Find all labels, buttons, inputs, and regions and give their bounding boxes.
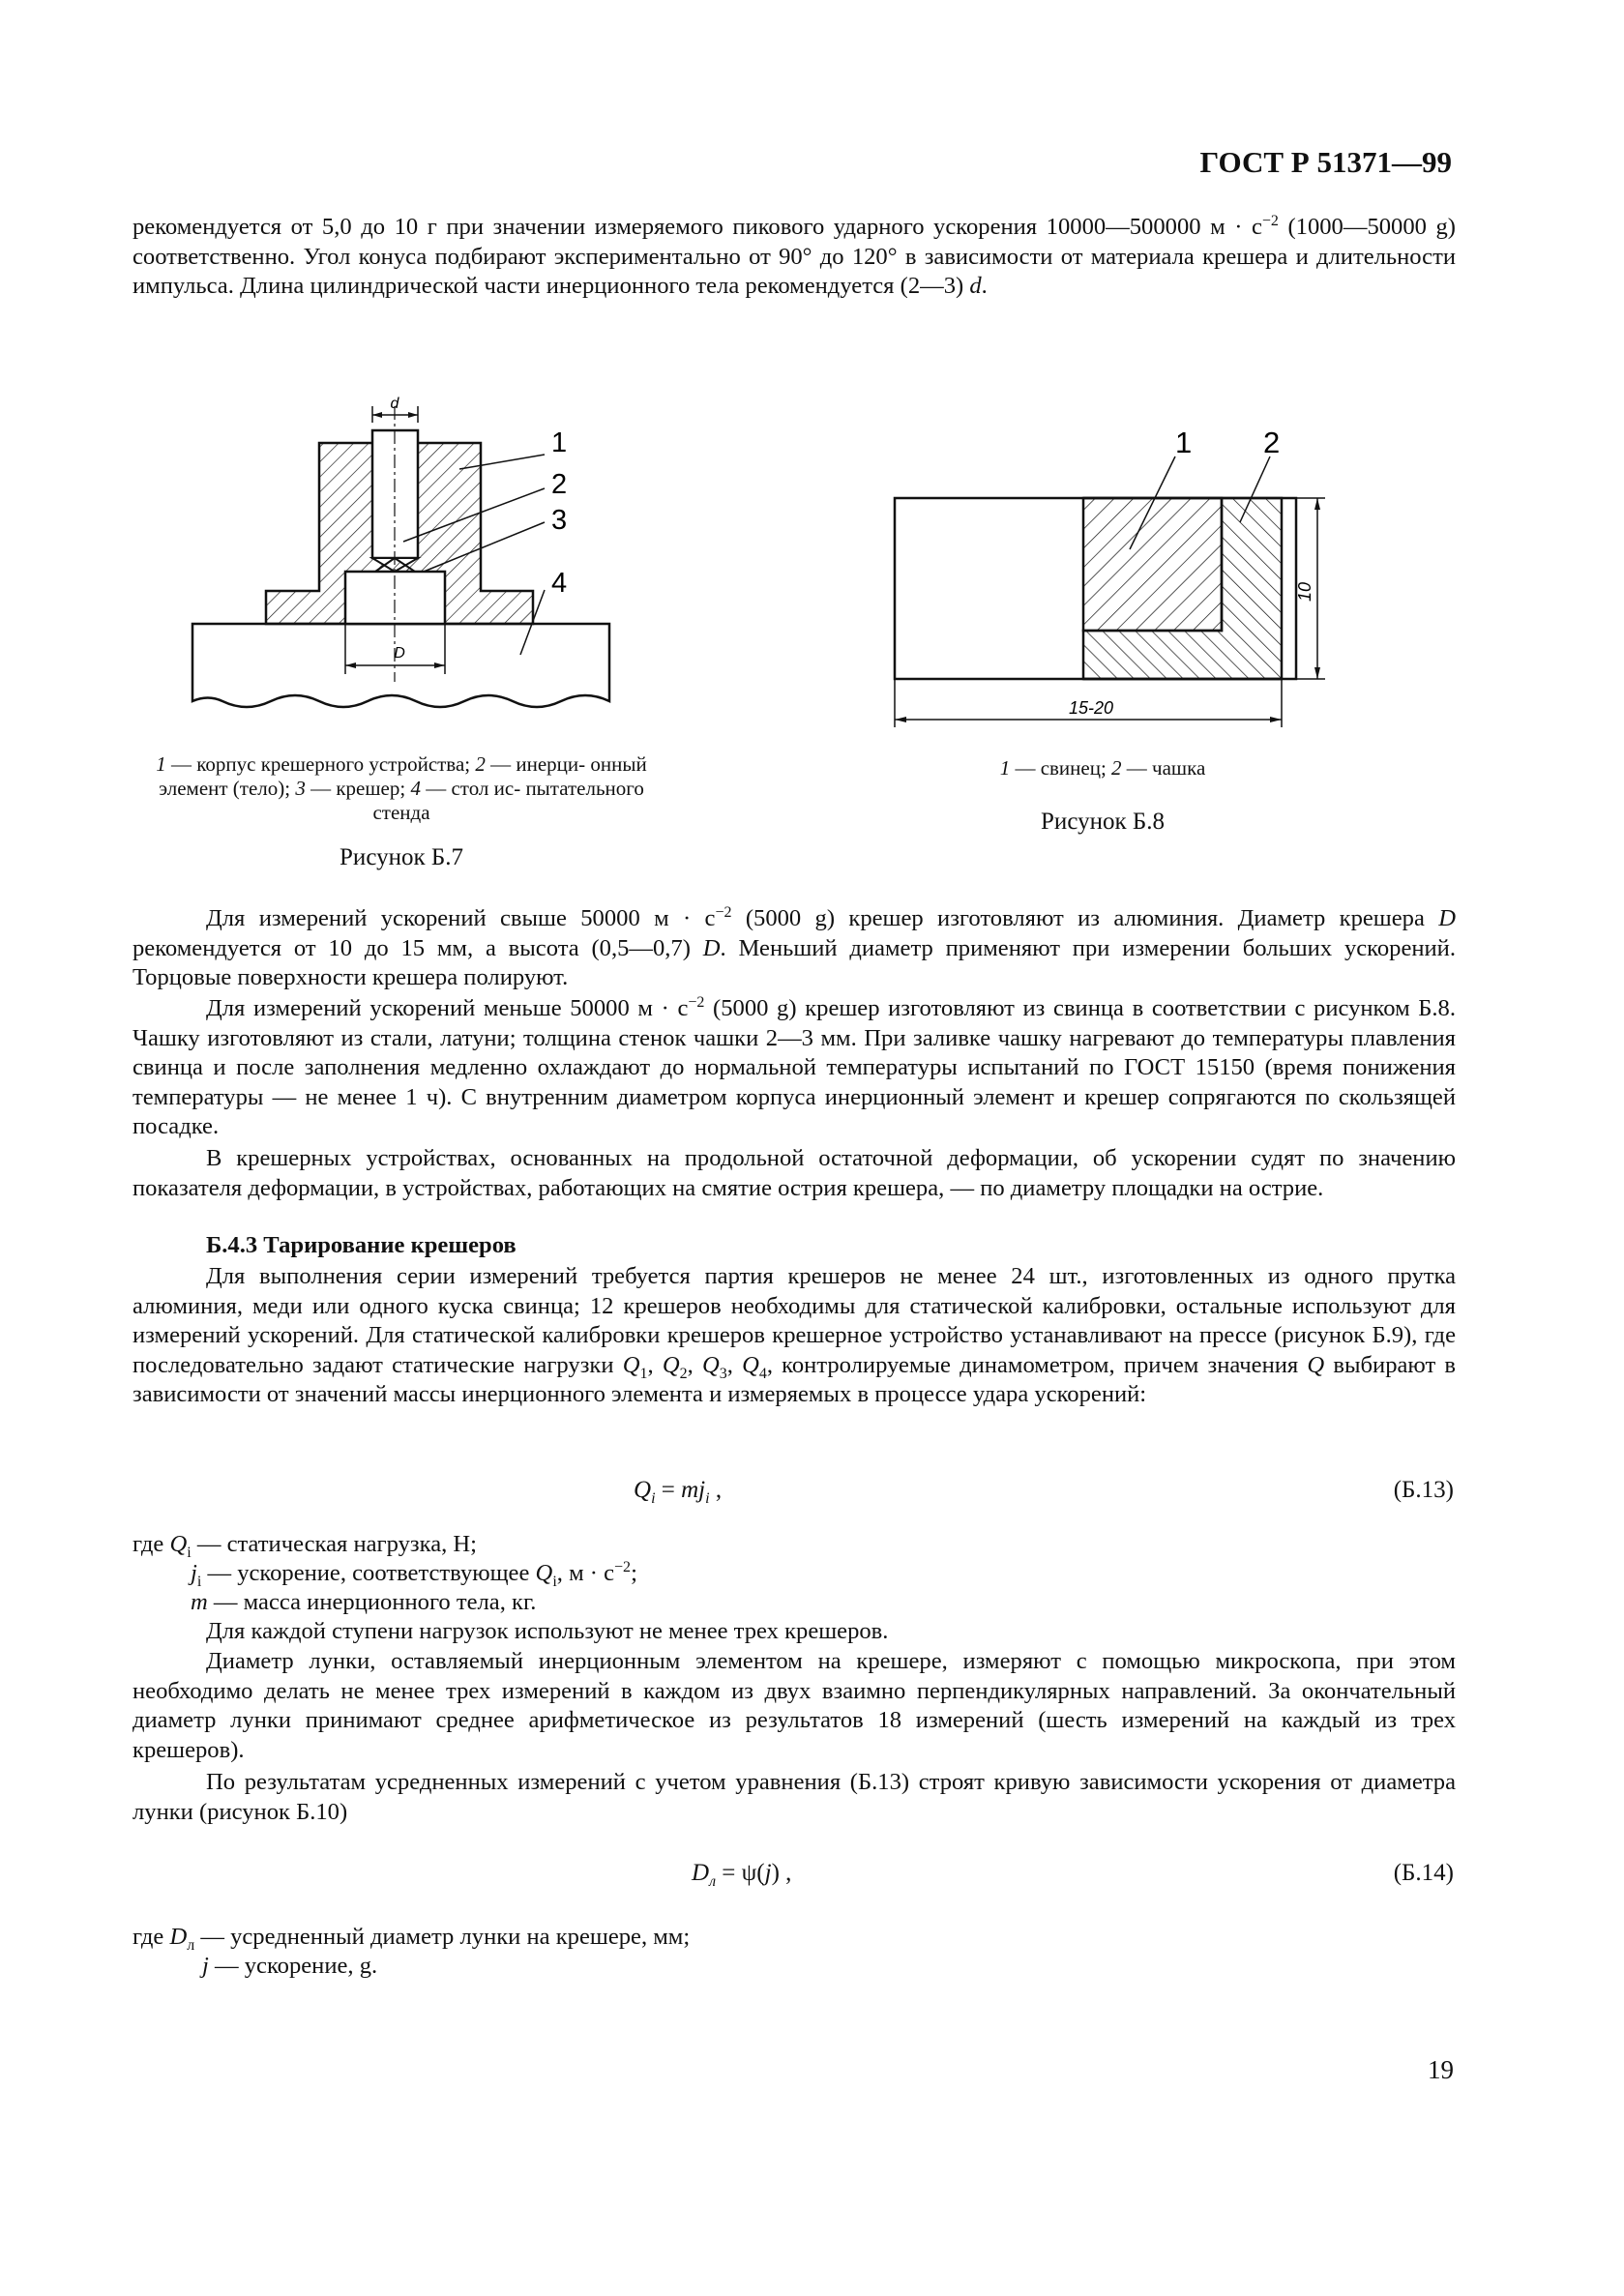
variable: Q (535, 1560, 553, 1586)
text: — усредненный диаметр лунки на крешере, мм; (194, 1924, 691, 1950)
text: , (647, 1351, 663, 1378)
equation-number-b13: (Б.13) (1393, 1477, 1454, 1503)
dim-label-d: d (390, 396, 399, 412)
paragraph-calibration (133, 1262, 1456, 1410)
subscript: 1 (639, 1365, 648, 1382)
eq-op: , (709, 1477, 723, 1503)
dim-label-D: D (394, 645, 405, 662)
text: где (133, 1531, 170, 1557)
text: — ускорение, соответствующее (201, 1560, 536, 1586)
leader-label-1: 1 (551, 427, 568, 458)
text: , контролируемые динамометром, причем значения (766, 1351, 1308, 1378)
text: — ускорение, g. (208, 1953, 378, 1979)
leader-label-4: 4 (551, 568, 568, 599)
variable: d (969, 273, 982, 299)
dim-label-height: 10 (1295, 581, 1314, 603)
text: ; (631, 1560, 637, 1586)
superscript: −2 (614, 1558, 632, 1575)
caption-text: — крешер; (305, 777, 411, 800)
eq-sub: i (705, 1490, 710, 1507)
eq-op: = (655, 1477, 682, 1503)
subscript: 3 (719, 1365, 727, 1382)
paragraph-deformation: В крешерных устройствах, основанных на продольной остаточной деформации, об ускорении судят по значению показателя деформации, в устройствах, работающих на смятие острия крешера, — по диаметру площадки на острие. (133, 1145, 1456, 1201)
text: — масса инерционного тела, кг. (207, 1589, 537, 1615)
equation-number-b14: (Б.14) (1393, 1860, 1454, 1886)
section-heading: Б.4.3 Тарирование крешеров (206, 1232, 517, 1258)
equation-b13 (634, 1477, 723, 1507)
variable: Q (662, 1351, 680, 1378)
text: (1000—50000 g) соответственно. Угол конуса подбирают экспериментально от 90° до 120° в зависимости от материала крешера и длительности импульса. Длина цилиндрической части инерционного тела рекомендуется (2—3) (133, 214, 1456, 299)
eq-var: j (764, 1860, 772, 1886)
text: выбирают в зависимости от значений массы инерционного элемента и измеряемых в процессе удара ускорений: (133, 1351, 1457, 1407)
eq-sub: л (709, 1873, 717, 1890)
eq-op: = ψ( (716, 1860, 765, 1886)
caption-num: 2 (1111, 756, 1122, 780)
subscript: 2 (679, 1365, 688, 1382)
figure-b7-caption (140, 752, 663, 825)
text: , (726, 1351, 743, 1378)
leader-label-2: 2 (551, 469, 568, 500)
leader-label-2: 2 (1263, 426, 1281, 459)
text: (5000 g) крешер изготовляют из свинца в соответствии с рисунком Б.8. Чашку изготовляют из стали, латуни; толщина стенок чашки 2—3 мм. При заливке чашку нагревают до температуры плавления свинца и после заполнения медленно охлаждают до нормальной температуры испытаний по ГОСТ 15150 (время понижения температуры — не менее 1 ч). С внутренним диаметром корпуса инерционный элемент и крешер сопрягаются по скользящей посадке. (133, 995, 1456, 1139)
caption-num: 1 (156, 752, 166, 776)
text: Для выполнения серии измерений требуется партия крешеров не менее 24 шт., изготовленных из одного прутка алюминия, меди или одного куска свинца; 12 крешеров необходимы для статической калибровки, остальные используют для измерений ускорений. Для статической калибровки крешеров крешерное устройство устанавливают на прессе (рисунок Б.9), где последовательно задают статические нагрузки (133, 1263, 1456, 1378)
paragraph-lead (133, 994, 1456, 1142)
variable: j (191, 1560, 197, 1586)
caption-text: — инерци- онный элемент (тело); (159, 752, 647, 800)
variable: D (1438, 905, 1456, 931)
variable: Q (742, 1351, 759, 1378)
subscript: л (187, 1936, 195, 1954)
variable: j (202, 1953, 209, 1979)
subscript: i (552, 1573, 557, 1590)
text: рекомендуется от 10 до 15 мм, а высота (0,5—0,7) (133, 934, 703, 961)
text: рекомендуется от 5,0 до 10 г при значении измеряемого пикового ударного ускорения 10000—500000 м · с (133, 214, 1262, 240)
subscript: 4 (758, 1365, 767, 1382)
variable: Q (1307, 1351, 1325, 1378)
text: Для измерений ускорений меньше 50000 м · с (206, 995, 689, 1021)
dim-label-width: 15-20 (1068, 698, 1114, 718)
subscript: i (187, 1544, 192, 1561)
paragraph-curve: По результатам усредненных измерений с учетом уравнения (Б.13) строят кривую зависимости ускорения от диаметра лунки (рисунок Б.10) (133, 1769, 1456, 1825)
variable: Q (701, 1351, 720, 1378)
eq-var: mj (681, 1477, 706, 1503)
where-line-1 (133, 1530, 477, 1560)
paragraph-aluminum (133, 904, 1456, 993)
caption-text: — свинец; (1010, 756, 1112, 780)
text: (5000 g) крешер изготовляют из алюминия. Диаметр крешера (731, 905, 1439, 931)
lead-region (1083, 498, 1222, 631)
eq-op: ) , (771, 1860, 792, 1886)
caption-num: 3 (295, 777, 306, 800)
caption-num: 4 (410, 777, 421, 800)
document-header: ГОСТ Р 51371—99 (1199, 145, 1452, 179)
text: . (981, 273, 988, 299)
paragraph-intro (133, 213, 1456, 302)
variable: D (702, 934, 721, 961)
leader-label-3: 3 (551, 505, 568, 536)
figure-b7-drawing (179, 392, 624, 716)
text: Для измерений ускорений свыше 50000 м · с (206, 905, 716, 931)
figure-b8-caption (890, 756, 1315, 780)
caption-text: — стол ис- пытательного стенда (372, 777, 644, 824)
where-line-1 (133, 1923, 690, 1953)
eq-var: D (692, 1860, 710, 1886)
eq-var: Q (634, 1477, 652, 1503)
figure-b8-title: Рисунок Б.8 (1041, 809, 1165, 835)
paragraph-diameter: Диаметр лунки, оставляемый инерционным элементом на крешере, измеряют с помощью микроскопа, при этом необходимо делать не менее трех измерений в каждом из двух взаимно перпендикулярных направлений. За окончательный диаметр лунки принимают среднее арифметическое из результатов 18 измерений (шесть измерений на каждый из трех крешеров). (133, 1648, 1456, 1763)
caption-num: 2 (475, 752, 486, 776)
subscript: i (196, 1573, 202, 1590)
superscript: −2 (715, 903, 732, 921)
leader-label-1: 1 (1175, 426, 1193, 459)
where-line-2 (202, 1952, 377, 1982)
text: . Меньший диаметр применяют при измерении больших ускорений. Торцовые поверхности крешера полируют. (133, 934, 1456, 990)
page-number: 19 (1428, 2055, 1454, 2084)
paragraph-steps: Для каждой ступени нагрузок используют не менее трех крешеров. (206, 1618, 889, 1644)
eq-sub: i (651, 1490, 656, 1507)
caption-num: 1 (999, 756, 1011, 780)
figure-b8-drawing (880, 426, 1344, 740)
superscript: −2 (1261, 212, 1279, 229)
figure-b7-title: Рисунок Б.7 (340, 844, 463, 870)
text: , м · с (556, 1560, 615, 1586)
caption-text: — чашка (1121, 756, 1206, 780)
where-line-3 (191, 1588, 536, 1618)
superscript: −2 (688, 993, 705, 1011)
where-line-2 (191, 1559, 637, 1589)
caption-text: — корпус крешерного устройства; (165, 752, 476, 776)
variable: D (169, 1924, 188, 1950)
text: где (133, 1924, 170, 1950)
variable: Q (622, 1351, 640, 1378)
variable: Q (169, 1531, 188, 1557)
text: , (687, 1351, 702, 1378)
equation-b14 (692, 1860, 792, 1890)
text: — статическая нагрузка, Н; (191, 1531, 478, 1557)
variable: m (191, 1589, 208, 1615)
